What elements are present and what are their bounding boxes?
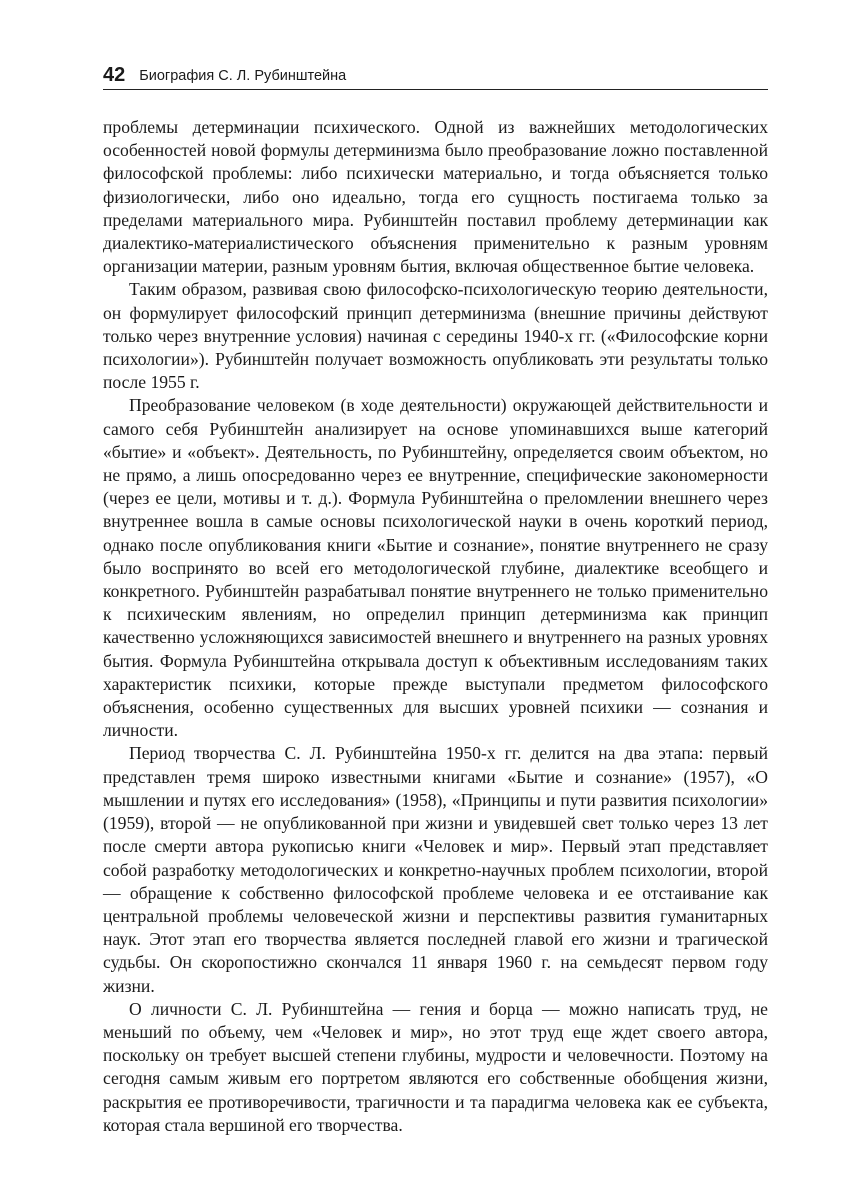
page-header xyxy=(103,62,768,90)
running-title: Биография С. Л. Рубинштейна xyxy=(139,68,347,84)
body-text xyxy=(103,116,768,1137)
paragraph: О личности С. Л. Рубинштейна — гения и борца — можно написать труд, не меньший по объему, чем «Человек и мир», но этот труд еще ждет своего автора, поскольку он требует высшей степени глубины, мудрости и человечности. Поэтому на сегодня самым живым его портретом являются его собственные обобщения жизни, раскрытия ее противоречивости, трагичности и та парадигма человека как ее субъекта, которая стала вершиной его творчества. xyxy=(103,998,768,1135)
paragraph: Таким образом, развивая свою философско-психологическую теорию деятельности, он формулирует философский принцип детерминизма (внешние причины действуют только через внутренние условия) начиная с середины 1940-х гг. («Философские корни психологии»). Рубинштейн получает возможность опубликовать эти результаты только после 1955 г. xyxy=(103,279,768,393)
paragraph: Преобразование человеком (в ходе деятельности) окружающей действительности и самого себя Рубинштейн анализирует на основе упоминавшихся выше категорий «бытие» и «объект». Деятельность, по Рубинштейну, определяется своим объектом, но не прямо, а лишь опосредованно через ее внутренние, специфические закономерности (через ее цели, мотивы и т. д.). Формула Рубинштейна о преломлении внешнего через внутреннее вошла в самые основы психологической науки в очень короткий период, однако после опубликования книги «Бытие и сознание», понятие внутреннего не сразу было воспринято во всей его методологической глубине, диалектике всеобщего и конкретного. Рубинштейн разрабатывал понятие внутреннего не только применительно к психическим явлениям, но определил принцип детерминизма как принцип качественно усложняющихся зависимостей внешнего и внутреннего на разных уровнях бытия. Формула Рубинштейна открывала доступ к объективным исследованиям таких характеристик психики, которые прежде выступали предметом философского объяснения, особенно существенных для высших уровней психики — сознания и личности. xyxy=(103,395,768,741)
page-number: 42 xyxy=(103,64,126,86)
paragraph: Период творчества С. Л. Рубинштейна 1950-х гг. делится на два этапа: первый представлен тремя широко известными книгами «Бытие и сознание» (1957), «О мышлении и путях его исследования» (1958), «Принципы и пути развития психологии» (1959), второй — не опубликованной при жизни и увидевшей свет только через 13 лет после смерти автора рукописью книги «Человек и мир». Первый этап представляет собой разработку методологических и конкретно-научных проблем психологии, второй — обращение к собственно философской проблеме человека и ее отстаивание как центральной проблемы человеческой жизни и перспективы развития гуманитарных наук. Этот этап его творчества является последней главой его жизни и трагической судьбы. Он скоропостижно скончался 11 января 1960 г. на семьдесят первом году жизни. xyxy=(103,743,768,996)
paragraph-continuation: проблемы детерминации психического. Одной из важнейших методологических особенностей новой формулы детерминизма было преобразование ложно поставленной философской проблемы: либо психически материально, и тогда объясняется только физиологически, либо оно идеально, тогда его сущность постигаема только за пределами материального мира. Рубинштейн поставил проблему детерминации как диалектико-материалистического объяснения применительно к разным уровням организации материи, разным уровням бытия, включая общественное бытие человека. xyxy=(103,117,768,277)
